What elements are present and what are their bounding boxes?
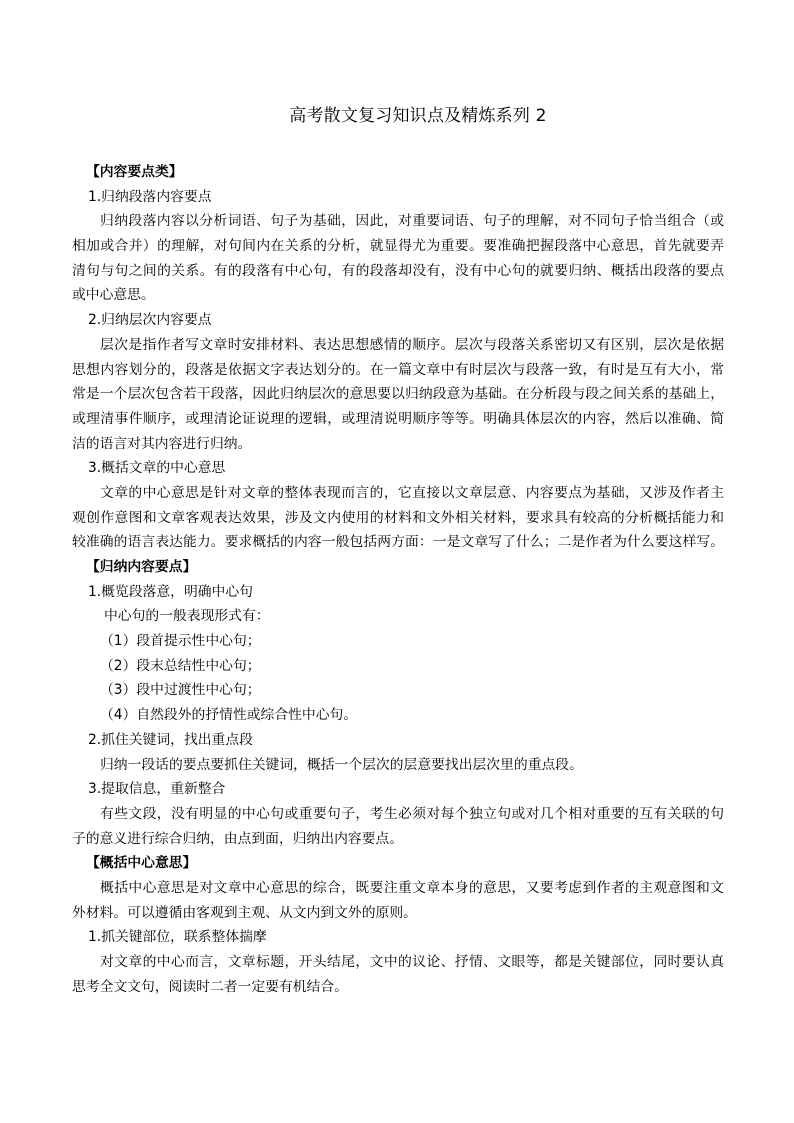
- paragraph-line: 层次是指作者写文章时安排材料、表达思想感情的顺序。层次与段落关系密切又有区别，层次是依据: [100, 336, 724, 353]
- subheading: 1.归纳段落内容要点: [88, 188, 212, 205]
- paragraph-line: 常是一个层次包含若干段落，因此归纳层次的意思要以归纳段意为基础。在分析段与段之间关系的基础上，: [72, 386, 724, 403]
- subheading: 1.概览段落意，明确中心句: [88, 583, 253, 600]
- paragraph-line: 有些文段，没有明显的中心句或重要句子，考生必须对每个独立句或对几个相对重要的互有关联的句: [100, 805, 724, 822]
- list-item: （4）自然段外的抒情性或综合性中心句。: [100, 707, 358, 724]
- list-item: （3）段中过渡性中心句；: [100, 682, 261, 699]
- paragraph-line: 思想内容划分的，段落是依据文字表达划分的。在一篇文章中有时层次与段落一致，有时是互有大小，常: [72, 361, 724, 378]
- section-heading: 【概括中心意思】: [86, 855, 197, 872]
- paragraph-line: 概括中心意思是对文章中心意思的综合，既要注重文章本身的意思，又要考虑到作者的主观意图和文: [100, 879, 724, 896]
- subheading: 3.概括文章的中心意思: [88, 460, 226, 477]
- paragraph-line: 归纳段落内容以分析词语、句子为基础，因此，对重要词语、句子的理解，对不同句子恰当组合（或: [100, 213, 724, 230]
- list-item: （1）段首提示性中心句；: [100, 633, 261, 650]
- paragraph-line: 或中心意思。: [72, 287, 155, 304]
- paragraph-line: 文章的中心意思是针对文章的整体表现而言的，它直接以文章层意、内容要点为基础，又涉及作者主: [100, 484, 724, 501]
- paragraph-line: 较准确的语言表达能力。要求概括的内容一般包括两方面：一是文章写了什么；二是作者为什么要这样写。: [72, 534, 724, 551]
- subheading: 3.提取信息，重新整合: [88, 781, 226, 798]
- subheading: 1.抓关键部位，联系整体揣摩: [88, 929, 267, 946]
- paragraph-line: 清句与句之间的关系。有的段落有中心句，有的段落却没有，没有中心句的就要归纳、概括出段落的要点: [72, 262, 724, 279]
- paragraph-line: 归纳一段话的要点要抓住关键词，概括一个层次的层意要找出层次里的重点段。: [100, 756, 583, 773]
- section-heading: 【内容要点类】: [86, 164, 183, 180]
- subheading: 2.抓住关键词，找出重点段: [88, 731, 253, 748]
- paragraph-line: 相加或合并）的理解，对句间内在关系的分析，就显得尤为重要。要准确把握段落中心意思，首先就要弄: [72, 238, 724, 255]
- document-body: [72, 160, 724, 999]
- paragraph-line: 洁的语言对其内容进行归纳。: [72, 435, 252, 452]
- paragraph-line: 观创作意图和文章客观表达效果，涉及文内使用的材料和文外相关材料，要求具有较高的分析概括能力和: [72, 509, 724, 526]
- subheading: 2.归纳层次内容要点: [88, 312, 212, 329]
- list-intro: 中心句的一般表现形式有：: [104, 608, 270, 625]
- paragraph-line: 或理清事件顺序，或理清论证说理的逻辑，或理清说明顺序等等。明确具体层次的内容，然后以准确、简: [72, 410, 724, 427]
- paragraph-line: 思考全文文句，阅读时二者一定要有机结合。: [72, 978, 348, 995]
- paragraph-line: 外材料。可以遵循由客观到主观、从文内到文外的原则。: [72, 904, 417, 921]
- paragraph-line: 子的意义进行综合归纳，由点到面，归纳出内容要点。: [72, 830, 404, 847]
- paragraph-line: 对文章的中心而言，文章标题，开头结尾，文中的议论、抒情、文眼等，都是关键部位，同时要认真: [100, 954, 724, 970]
- document-title: 高考散文复习知识点及精炼系列 2: [289, 106, 547, 126]
- section-heading: 【归纳内容要点】: [86, 559, 197, 575]
- list-item: （2）段末总结性中心句；: [100, 657, 261, 674]
